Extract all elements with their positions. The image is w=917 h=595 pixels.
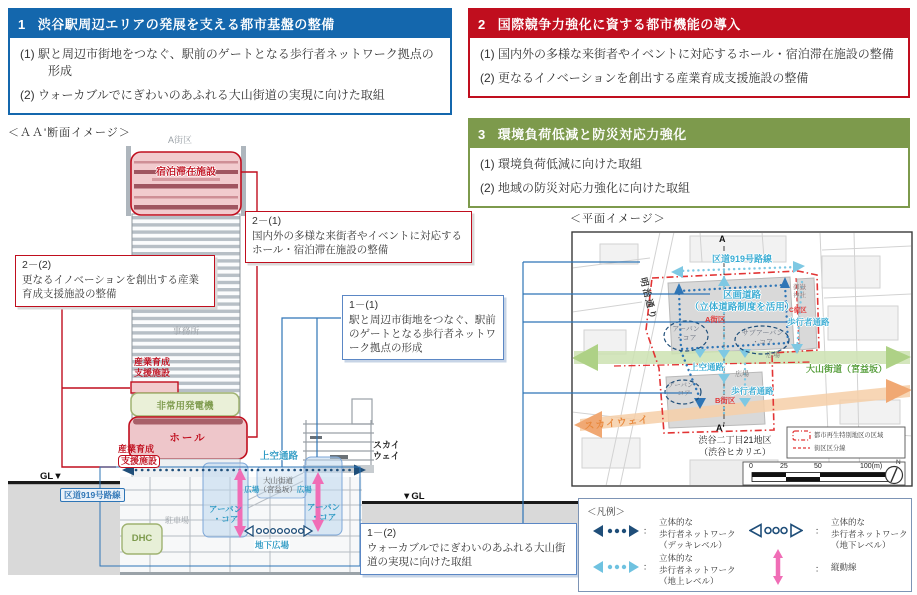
legend-title: ＜凡例＞ [587,507,626,518]
map-mitake-shrine-label [793,284,806,299]
underground-plaza-label: 地下広場 [255,540,290,550]
map-b-block-label: B街区 [715,396,736,405]
office-label: 事務所 [172,326,200,336]
map-district-label [688,434,782,458]
callout-1-2 [360,523,577,575]
legend-under-line1: 立体的な [831,517,866,527]
scale-100: 100(m) [860,463,883,470]
legend-deck-text [659,517,736,552]
urban-core-left-line2: ・コア [212,514,239,524]
callout-1-1-number: 1－(1) [349,299,379,311]
map-c-block-label: C街区 [789,307,807,314]
callout-2-2-text: 更なるイノベーションを創出する産業育成支援施設の整備 [22,273,200,300]
underground-network-icon [749,523,803,538]
policy-box-2 [468,8,910,98]
policy-box-1-title: 1 渋谷駅周辺エリアの発展を支える都市基盤の整備 [8,8,452,38]
industry-lower-line1: 産業育成 [118,444,155,454]
oyama-line: 大山街道 [263,476,293,485]
policy-item: (2) ウォーカブルでにぎわいのあふれる大山街道の実現に向けた取組 [20,88,385,103]
callout-2-1 [245,211,472,263]
callout-1-1-text: 駅と周辺市街地をつなぐ、駅前のゲートとなる歩行者ネットワーク拠点の形成 [349,313,496,354]
map-meiji-dori-label: 明治通り [638,276,659,322]
plaza-line [240,485,316,494]
legend-colon: ： [815,564,825,574]
map-urban-core-label [664,326,708,343]
mitake-line1: 御嶽 [793,284,806,291]
map-road919-label: 区道919号路線 [712,254,773,264]
policy-item: (2) 更なるイノベーションを創出する産業育成支援施設の整備 [480,71,809,86]
policy-item: (1) 駅と周辺市街地をつなぐ、駅前のゲートとなる歩行者ネットワーク拠点の形成 [20,47,434,79]
mitake-line2: 神社 [793,291,806,299]
sky-corridor-label: 上空通路 [260,451,299,462]
policy-box-2-title: 2 国際競争力強化に資する都市機能の導入 [468,8,910,38]
gl-left-label: GL▼ [40,471,63,482]
skyway-line2: ウェイ [373,451,400,461]
skyway-line1: スカイ [373,440,400,450]
legend-panel [578,498,912,592]
industry-lower-line2: 支援施設 [118,455,160,468]
callout-1-2-number: 1－(2) [367,527,397,539]
legend-ground-line1: 立体的な [659,553,694,563]
legend-deck-line1: 立体的な [659,517,694,527]
map-sub-core-label [735,330,790,347]
legend-under-line2: 歩行者ネットワーク [831,528,908,539]
policy-box-1 [8,8,452,115]
plaza-right: 広場 [296,485,312,494]
map-a-block-label: A街区 [705,315,726,324]
industry-upper-line2: 支援施設 [134,368,171,378]
legend-deck-line2: 歩行者ネットワーク [659,528,736,539]
urban-core-left-label [203,504,248,524]
map-subcore-line2: ・コア [752,338,773,346]
legend-ground-line2: 歩行者ネットワーク [659,564,736,575]
oyama-plaza-label [240,476,316,494]
hall-label: ホール [169,432,207,444]
district-line1: 渋谷二丁目21地区 [698,435,772,445]
legend-ground-text [659,553,736,588]
urban-core-left-line1: アーバン [208,504,243,514]
legend-colon: ： [643,562,653,572]
kukaku-line2: （立体道路制度を活用） [689,302,795,313]
industry-facility-lower-label [118,444,160,468]
dhc-label: DHC [131,533,153,544]
map-core-line2: ・コア [675,334,697,342]
legend-under-text [831,517,908,552]
parking-label: 駐車場 [165,516,189,525]
policy-item: (2) 地域の防災対応力強化に向けた取組 [480,181,691,196]
legend-deck-line3: （デッキレベル） [659,540,727,550]
map-coreb-line2: コア [677,390,691,397]
map-plaza-2-label: 広場 [735,371,749,378]
a-block-label: A街区 [168,135,193,145]
callout-2-1-text: 国内外の多様な来街者やイベントに対応するホール・宿泊滞在施設の整備 [252,229,462,256]
legend-colon: ： [815,526,825,536]
urban-core-right-label [305,502,342,522]
industry-upper-line1: 産業育成 [134,357,171,367]
scale-50: 50 [814,463,822,470]
callout-2-2-number: 2－(2) [22,259,52,271]
plan-title: ＜平面イメージ＞ [570,213,666,225]
map-sky-corridor-label: 上空通路 [690,362,725,372]
map-subcore-line1: サブアーバン [741,330,784,337]
vertical-circulation-icon [771,549,785,585]
legend-under-line3: （地下レベル） [831,540,891,550]
map-skyway-label: スカイウェイ [583,414,650,433]
map-core-line1: アーバン [672,326,700,333]
skyway-label [373,440,400,462]
map-plaza-1-label: 広場 [766,352,780,359]
callout-2-1-number: 2－(1) [252,215,282,227]
section-title: ＜ＡＡ'断面イメージ＞ [8,127,131,139]
deck-network-icon [593,525,639,537]
policy-box-3 [468,118,910,208]
legend-ground-line3: （地上レベル） [659,576,719,586]
generator-label: 非常用発電機 [156,401,214,412]
scale-0: 0 [749,463,753,470]
callout-1-2-text: ウォーカブルでにぎわいのあふれる大山街道の実現に向けた取組 [367,541,566,568]
kukaku-line1: 区画道路 [722,290,761,301]
policy-box-3-title: 3 環境負荷低減と防災対応力強化 [468,118,910,148]
legend-vertical-text: 縦動線 [831,562,857,572]
north-label: N [896,459,901,466]
map-urban-core-b-label [665,382,703,398]
callout-1-1 [342,295,504,360]
urban-core-right-line2: ・コア [310,512,337,522]
map-a-marker: A [719,234,726,244]
callout-2-2 [15,255,215,307]
plaza-left: 広場 [244,485,260,494]
map-walk-path-2-label: 歩行者通路 [731,386,774,396]
miyamasu: （宮益坂） [259,485,297,494]
policy-item: (1) 国内外の多様な来街者やイベントに対応するホール・宿泊滞在施設の整備 [480,47,894,61]
industry-facility-upper-label [134,357,170,379]
lodging-facility-label: 宿泊滞在施設 [156,167,216,178]
road919-section-label: 区道919号路線 [60,488,125,502]
map-walk-path-1-label: 歩行者通路 [787,317,830,327]
map-oyama-kaido-label: 大山街道（宮益坂） [806,364,888,374]
legend-colon: ： [643,526,653,536]
map-legend-area-label: 都市再生特別地区の区域 [814,432,884,439]
map-a-prime-marker: A' [716,423,725,433]
map-legend-division-label: 街区区分線 [814,445,846,452]
gl-right-label: ▼GL [402,491,425,502]
ground-network-icon [593,561,639,573]
policy-item: (1) 環境負荷低減に向けた取組 [480,157,643,171]
district-line2: （渋谷ヒカリエ） [699,447,771,457]
urban-core-right-line1: アーバン [306,502,341,512]
scale-25: 25 [780,463,788,470]
map-coreb-line1: アーバン・ [668,382,700,389]
